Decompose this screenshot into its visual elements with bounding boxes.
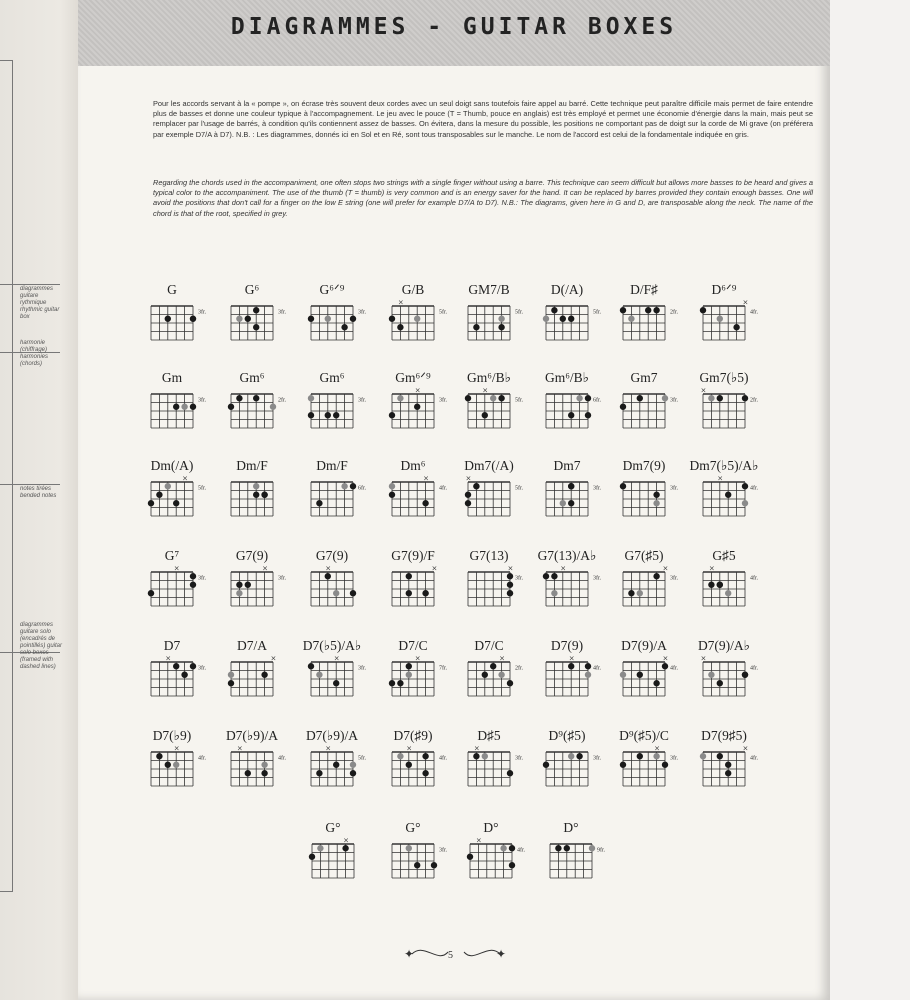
chord-diagram: [229, 386, 305, 444]
left-page-frame: [0, 60, 13, 892]
chord-name: Dm7(9): [622, 458, 666, 473]
svg-text:3fr.: 3fr.: [670, 485, 679, 492]
svg-text:×: ×: [414, 654, 421, 663]
chord-name: D7(9♯5): [701, 728, 747, 743]
svg-text:5fr.: 5fr.: [515, 397, 524, 404]
svg-text:4fr.: 4fr.: [750, 575, 759, 582]
chord-name: G7(13): [469, 548, 509, 563]
chord-name: D7(9)/A: [621, 638, 667, 653]
svg-text:×: ×: [700, 654, 707, 663]
chord-diagram: [548, 836, 624, 894]
chord-diagram: [466, 298, 542, 356]
chord-diagram: [621, 564, 697, 622]
svg-text:×: ×: [333, 654, 340, 663]
chord-name: D/F♯: [630, 282, 658, 297]
ornament-icon: [398, 938, 514, 968]
chord-name: D7(♯9): [393, 728, 433, 743]
svg-text:3fr.: 3fr.: [593, 575, 602, 582]
chord-name: D7(♭5)/A♭: [302, 638, 362, 653]
svg-text:3fr.: 3fr.: [515, 755, 524, 762]
chord-diagram: [621, 744, 697, 802]
chord-diagram: [309, 744, 385, 802]
chord-diagram: [149, 654, 225, 712]
chord-name: D7/C: [398, 638, 428, 653]
svg-text:4fr.: 4fr.: [517, 847, 526, 854]
chord-name: D7: [163, 638, 181, 653]
svg-text:3fr.: 3fr.: [358, 397, 367, 404]
svg-text:2fr.: 2fr.: [515, 665, 524, 672]
svg-text:4fr.: 4fr.: [750, 485, 759, 492]
chord-diagram: [309, 386, 385, 444]
chord-name: G: [167, 282, 177, 297]
svg-text:×: ×: [465, 474, 472, 483]
chord-name: G7(9): [315, 548, 349, 563]
chord-name: G♯5: [712, 548, 736, 563]
chord-name: Gm⁶/B♭: [466, 370, 512, 385]
chord-name: G°: [405, 820, 421, 835]
chord-diagram: [390, 744, 466, 802]
svg-text:4fr.: 4fr.: [278, 755, 287, 762]
chord-name: D7(♭9)/A: [305, 728, 359, 743]
chord-diagram: [621, 654, 697, 712]
svg-text:3fr.: 3fr.: [278, 309, 287, 316]
svg-text:×: ×: [560, 564, 567, 573]
svg-text:×: ×: [262, 564, 268, 573]
chord-name: Gm7(♭5): [699, 370, 749, 385]
svg-text:×: ×: [700, 386, 707, 395]
chord-name: D♯5: [477, 728, 501, 743]
chord-diagram: [701, 564, 777, 622]
chord-name: G/B: [401, 282, 425, 297]
svg-text:2fr.: 2fr.: [278, 397, 287, 404]
chord-diagram: [149, 386, 225, 444]
chord-name: G°: [325, 820, 341, 835]
chord-diagram: [701, 298, 777, 356]
svg-text:5fr.: 5fr.: [358, 755, 367, 762]
svg-text:✦: ✦: [404, 947, 415, 961]
chord-name: D7(♭9): [152, 728, 192, 743]
svg-text:4fr.: 4fr.: [593, 665, 602, 672]
annotation-leader: [0, 484, 60, 485]
svg-text:4fr.: 4fr.: [439, 755, 448, 762]
chord-diagram: [390, 474, 466, 532]
chord-name: Gm⁶: [239, 370, 265, 385]
chord-name: G7(9): [235, 548, 269, 563]
svg-text:×: ×: [423, 474, 429, 483]
intro-french: Pour les accords servant à la « pompe », on écrase très souvent deux cordes avec un seul doigt sans toutefois faire appel au barré. Cette technique peut paraître difficile mais permet de faire entendre plus de basses et donne une couleur typique à l'accompagnement. Le jeu avec le pouce (T = Thumb, pouce en anglais) est très employé et permet une économie d'énergie dans la main, mais peut se remplacer par l'usage de barrés, à condition qu'ils contiennent assez de basses. On évitera, dans la mesure du possible, les positions ne comportant pas de doigt sur la corde de Mi grave (on préférera par exemple D7/A à D7). N.B. : Les diagrammes, donnés ici en Sol et en Ré, sont tous transposables sur le manche. Le nom de l'accord est celui de la fondamentale indiquée en gris.: [153, 99, 813, 139]
chord-diagram: [390, 386, 466, 444]
chord-name: Dm/F: [316, 458, 348, 473]
chord-name: G⁶: [244, 282, 260, 297]
chord-name: Dm7: [553, 458, 581, 473]
svg-text:×: ×: [742, 744, 749, 753]
chord-diagram: [309, 298, 385, 356]
chord-diagram: [390, 298, 466, 356]
svg-text:×: ×: [406, 744, 413, 753]
svg-text:×: ×: [482, 386, 489, 395]
chord-diagram: [544, 386, 620, 444]
chord-name: Gm7: [630, 370, 658, 385]
svg-text:4fr.: 4fr.: [750, 755, 759, 762]
svg-text:×: ×: [662, 564, 669, 573]
chord-name: Gm⁶ᐟ⁹: [395, 370, 431, 385]
chord-name: G⁶ᐟ⁹: [319, 282, 345, 297]
svg-text:3fr.: 3fr.: [358, 309, 367, 316]
svg-text:3fr.: 3fr.: [439, 397, 448, 404]
svg-text:×: ×: [173, 744, 180, 753]
chord-diagram: [309, 654, 385, 712]
svg-text:3fr.: 3fr.: [593, 755, 602, 762]
svg-text:2fr.: 2fr.: [750, 397, 759, 404]
svg-text:×: ×: [475, 836, 482, 845]
chord-diagram: [390, 564, 466, 622]
svg-text:×: ×: [182, 474, 188, 483]
svg-text:×: ×: [165, 654, 172, 663]
chord-name: D⁹(♯5)/C: [619, 728, 669, 743]
svg-text:3fr.: 3fr.: [358, 665, 367, 672]
chord-name: D°: [483, 820, 499, 835]
svg-text:3fr.: 3fr.: [593, 485, 602, 492]
svg-text:×: ×: [270, 654, 277, 663]
chord-diagram: [229, 654, 305, 712]
chord-name: Dm⁶: [400, 458, 426, 473]
chord-diagram: [701, 386, 777, 444]
chord-name: D7(9): [550, 638, 584, 653]
svg-text:×: ×: [499, 654, 505, 663]
chord-name: D(/A): [550, 282, 584, 297]
chord-name: G7(9)/F: [391, 548, 435, 563]
chord-name: D7/A: [237, 638, 267, 653]
chord-diagram: [466, 564, 542, 622]
chord-name: GM7/B: [468, 282, 510, 297]
chord-name: D⁶ᐟ⁹: [711, 282, 737, 297]
page-title: DIAGRAMMES - GUITAR BOXES: [230, 14, 678, 40]
chord-diagram: [149, 298, 225, 356]
chord-diagram: [544, 474, 620, 532]
chord-diagram: [621, 474, 697, 532]
chord-name: Gm⁶/B♭: [544, 370, 590, 385]
chord-name: D⁹(♯5): [548, 728, 586, 743]
svg-text:5fr.: 5fr.: [593, 309, 602, 316]
chord-diagram: [466, 744, 542, 802]
svg-text:3fr.: 3fr.: [670, 575, 679, 582]
svg-text:2fr.: 2fr.: [670, 309, 679, 316]
svg-text:3fr.: 3fr.: [198, 309, 207, 316]
svg-text:×: ×: [507, 564, 514, 573]
chord-name: D7(9)/A♭: [697, 638, 751, 653]
svg-text:×: ×: [431, 564, 438, 573]
svg-text:×: ×: [708, 564, 715, 573]
chord-diagram: [229, 564, 305, 622]
chord-diagram: [701, 744, 777, 802]
svg-text:3fr.: 3fr.: [198, 575, 207, 582]
chord-diagram: [310, 836, 386, 894]
svg-text:×: ×: [173, 564, 180, 573]
svg-text:×: ×: [343, 836, 349, 845]
chord-diagram: [229, 474, 305, 532]
svg-text:3fr.: 3fr.: [515, 575, 524, 582]
svg-text:3fr.: 3fr.: [198, 665, 207, 672]
svg-text:×: ×: [662, 654, 669, 663]
svg-text:×: ×: [414, 386, 421, 395]
left-annotation-2: harmonie (chiffrage) harmonies (chords): [20, 340, 49, 367]
svg-text:×: ×: [473, 744, 480, 753]
chord-diagram: [701, 654, 777, 712]
chord-name: G⁷: [164, 548, 180, 563]
page-number: 5: [448, 950, 453, 961]
chord-diagram: [229, 298, 305, 356]
chord-name: D7/C: [474, 638, 504, 653]
svg-text:3fr.: 3fr.: [670, 755, 679, 762]
chord-name: Dm7(♭5)/A♭: [689, 458, 759, 473]
chord-diagram: [544, 744, 620, 802]
svg-text:4fr.: 4fr.: [750, 309, 759, 316]
background-table: [830, 0, 910, 1000]
chord-name: G7(♯5): [624, 548, 664, 563]
chord-diagram: [544, 564, 620, 622]
svg-text:6fr.: 6fr.: [358, 485, 367, 492]
chord-diagram: [309, 564, 385, 622]
chord-name: Gm⁶: [319, 370, 345, 385]
svg-text:4fr.: 4fr.: [439, 485, 448, 492]
svg-text:×: ×: [654, 744, 660, 753]
chord-diagram: [544, 298, 620, 356]
chord-diagram: [390, 836, 466, 894]
chord-diagram: [309, 474, 385, 532]
svg-text:×: ×: [236, 744, 243, 753]
chord-diagram: [149, 744, 225, 802]
chord-name: Gm: [161, 370, 183, 385]
left-annotation-1: diagrammes guitare rythmique rhythmic guitar box: [20, 286, 60, 320]
svg-text:5fr.: 5fr.: [515, 309, 524, 316]
chord-name: Dm7(/A): [464, 458, 514, 473]
chord-diagram: [621, 386, 697, 444]
annotation-leader: [0, 284, 60, 285]
svg-text:4fr.: 4fr.: [198, 755, 207, 762]
left-annotation-4: diagrammes guitare solo (encadrés de pointillés) guitar solo boxes (framed with dashed lines): [20, 622, 63, 670]
svg-text:3fr.: 3fr.: [278, 575, 287, 582]
chord-diagram: [466, 654, 542, 712]
svg-text:4fr.: 4fr.: [750, 665, 759, 672]
chord-name: G7(13)/A♭: [537, 548, 597, 563]
svg-text:4fr.: 4fr.: [670, 665, 679, 672]
svg-text:6fr.: 6fr.: [593, 397, 602, 404]
chord-name: D7(♭9)/A: [225, 728, 279, 743]
chord-diagram: [544, 654, 620, 712]
svg-text:×: ×: [568, 654, 575, 663]
svg-text:✦: ✦: [496, 947, 507, 961]
svg-text:5fr.: 5fr.: [198, 485, 207, 492]
chord-name: Dm/F: [236, 458, 268, 473]
chord-diagram: [701, 474, 777, 532]
svg-text:9fr.: 9fr.: [597, 847, 606, 854]
chord-diagram: [466, 386, 542, 444]
svg-text:3fr.: 3fr.: [439, 847, 448, 854]
chord-diagram: [621, 298, 697, 356]
svg-text:3fr.: 3fr.: [198, 397, 207, 404]
intro-english: Regarding the chords used in the accompaniment, one often stops two strings with a single finger without using a barre. This technique can seem difficult but allows more basses to be heard and gives a typical color to the accompaniment. The use of the thumb (T = thumb) is very common and is an energy saver for the hand. It can be replaced by barres provided they contain enough basses. One will avoid the positions that don't call for a finger on the low E string (one will prefer for example D7/A to D7). N.B.: The diagrams, given here in G and D, are transposable along the neck. The name of the chord is that of the root, specified in grey.: [153, 178, 813, 218]
chord-name: Dm(/A): [150, 458, 194, 473]
svg-text:7fr.: 7fr.: [439, 665, 448, 672]
previous-page-edge: [0, 0, 86, 1000]
chord-diagram: [229, 744, 305, 802]
chord-diagram: [149, 474, 225, 532]
svg-text:5fr.: 5fr.: [515, 485, 524, 492]
svg-text:×: ×: [397, 298, 404, 307]
svg-text:×: ×: [742, 298, 749, 307]
chord-diagram: [466, 474, 542, 532]
chord-diagram: [390, 654, 466, 712]
left-annotation-3: notes tirées bended notes: [20, 486, 57, 499]
chord-diagram: [149, 564, 225, 622]
svg-text:×: ×: [325, 564, 332, 573]
svg-text:×: ×: [325, 744, 332, 753]
svg-text:5fr.: 5fr.: [439, 309, 448, 316]
chord-name: D°: [563, 820, 579, 835]
svg-text:3fr.: 3fr.: [670, 397, 679, 404]
svg-text:×: ×: [717, 474, 724, 483]
chord-diagram: [468, 836, 544, 894]
